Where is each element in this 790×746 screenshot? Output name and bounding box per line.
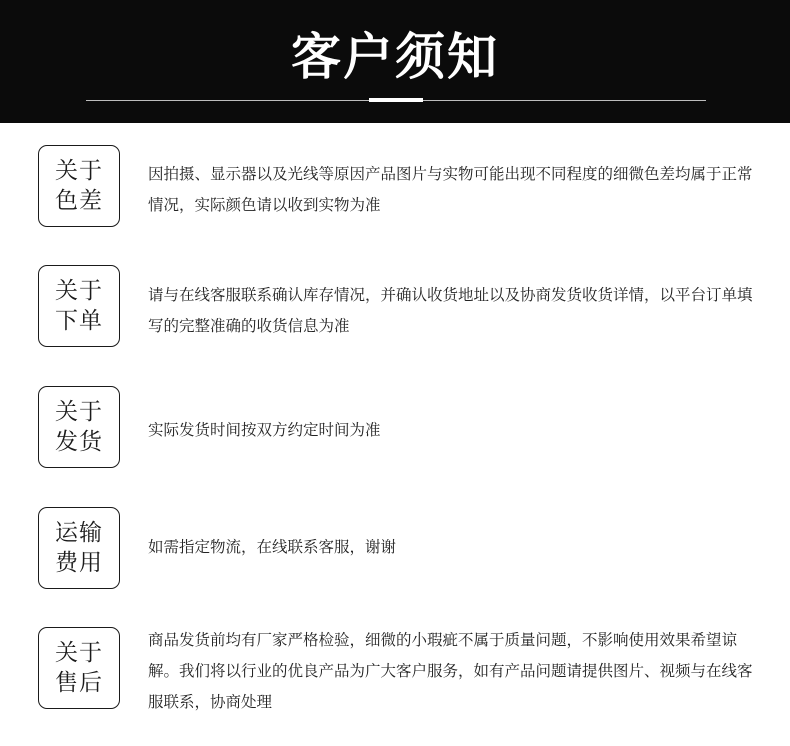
notice-text: 如需指定物流，在线联系客服，谢谢 <box>148 538 397 556</box>
badge-line-1: 关于 <box>55 158 103 184</box>
badge-line-2: 色差 <box>55 188 103 214</box>
badge-line-2: 下单 <box>55 308 103 334</box>
badge-line-1: 关于 <box>55 278 103 304</box>
badge-line-2: 发货 <box>55 429 103 455</box>
notice-badge <box>38 265 120 347</box>
notice-text: 因拍摄、显示器以及光线等原因产品图片与实物可能出现不同程度的细微色差均属于正常情况，实际颜色请以收到实物为准 <box>148 165 753 214</box>
notice-badge <box>38 145 120 227</box>
notice-text: 实际发货时间按双方约定时间为准 <box>148 421 381 439</box>
notice-text: 商品发货前均有厂家严格检验，细微的小瑕疵不属于质量问题，不影响使用效果希望谅解。我们将以行业的优良产品为广大客户服务，如有产品问题请提供图片、视频与在线客服联系，协商处理 <box>148 631 753 711</box>
badge-line-1: 关于 <box>55 640 103 666</box>
badge-line-1: 关于 <box>55 399 103 425</box>
notice-badge <box>38 386 120 468</box>
notice-badge <box>38 627 120 709</box>
badge-line-2: 费用 <box>55 550 103 576</box>
page-title: 客户须知 <box>291 28 499 86</box>
header-banner <box>0 0 790 123</box>
badge-line-1: 运输 <box>55 520 103 546</box>
notice-badge <box>38 507 120 589</box>
badge-line-2: 售后 <box>55 670 103 696</box>
notice-text: 请与在线客服联系确认库存情况，并确认收货地址以及协商发货收货详情，以平台订单填写的完整准确的收货信息为准 <box>148 286 753 335</box>
title-divider-accent <box>369 98 423 102</box>
